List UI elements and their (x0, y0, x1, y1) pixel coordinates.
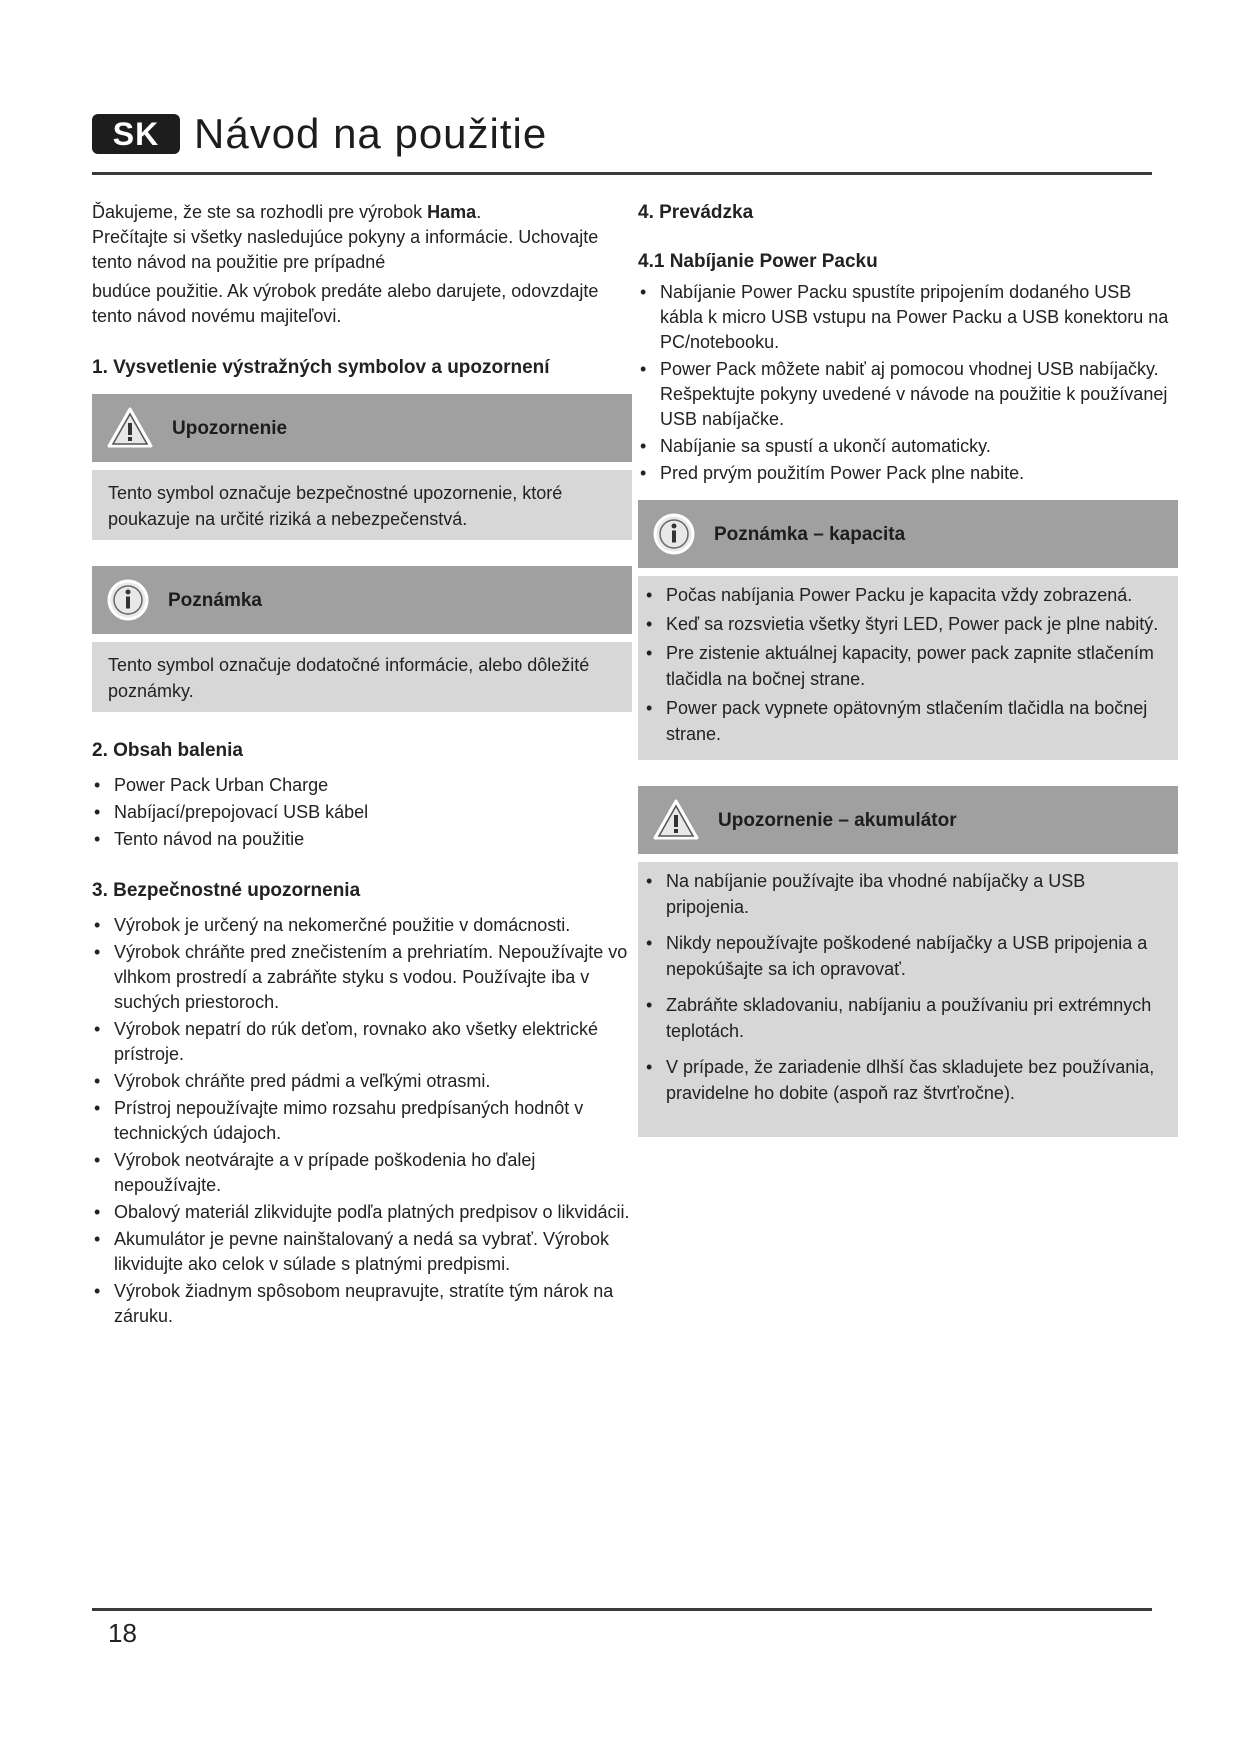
warning-box-text: Tento symbol označuje bezpečnostné upozornenie, ktoré poukazuje na určité riziká a nebezpečenstvá. (92, 470, 632, 540)
list-item: • Zabráňte skladovaniu, nabíjaniu a používaniu pri extrémnych teplotách. (644, 992, 1168, 1044)
warning-triangle-icon (106, 406, 154, 450)
info-icon (652, 512, 696, 556)
section-4-1-title: 4.1 Nabíjanie Power Packu (638, 251, 878, 272)
header-divider (92, 172, 1152, 175)
note-box-label: Poznámka (168, 589, 262, 611)
section-3-title: 3. Bezpečnostné upozornenia (92, 880, 361, 901)
list-item: • Nabíjanie sa spustí a ukončí automaticky. (638, 434, 1178, 459)
intro-line-2: Prečítajte si všetky nasledujúce pokyny a informácie. Uchovajte tento návod na použitie pre prípadné (92, 227, 599, 272)
intro-thanks-end: . (476, 202, 482, 222)
list-item: • Power pack vypnete opätovným stlačením tlačidla na bočnej strane. (644, 695, 1168, 747)
list-item: • Pre zistenie aktuálnej kapacity, power pack zapnite stlačením tlačidla na bočnej strane. (644, 640, 1168, 692)
section-2-title: 2. Obsah balenia (92, 740, 243, 761)
page-title: Návod na použitie (194, 110, 548, 157)
note-box-header (92, 566, 632, 634)
capacity-note-box (638, 500, 1178, 760)
footer-divider (92, 1608, 1152, 1611)
charging-list (638, 280, 1178, 486)
list-item: • Výrobok žiadnym spôsobom neupravujte, stratíte tým nárok na záruku. (92, 1279, 632, 1329)
intro-thanks-text: Ďakujeme, že ste sa rozhodli pre výrobok (92, 202, 428, 222)
list-item: • Výrobok neotvárajte a v prípade poškodenia ho ďalej nepoužívajte. (92, 1148, 632, 1198)
list-item: • Na nabíjanie používajte iba vhodné nabíjačky a USB pripojenia. (644, 868, 1168, 920)
left-column (92, 200, 632, 1331)
list-item: • Tento návod na použitie (92, 827, 632, 852)
capacity-box-body (638, 576, 1178, 760)
page-header (92, 104, 547, 164)
list-item: • Akumulátor je pevne nainštalovaný a nedá sa vybrať. Výrobok likvidujte ako celok v súlade s platnými predpismi. (92, 1227, 632, 1277)
battery-box-label: Upozornenie – akumulátor (718, 809, 957, 831)
list-item: • Keď sa rozsvietia všetky štyri LED, Power pack je plne nabitý. (644, 611, 1168, 637)
intro-thanks (92, 200, 632, 225)
info-icon (106, 578, 150, 622)
list-item: • Power Pack môžete nabiť aj pomocou vhodnej USB nabíjačky. Rešpektujte pokyny uvedené v návode na použitie k používanej USB nabíjačke. (638, 357, 1178, 432)
list-item: • Prístroj nepoužívajte mimo rozsahu predpísaných hodnôt v technických údajoch. (92, 1096, 632, 1146)
battery-warning-box (638, 786, 1178, 1137)
page-number: 18 (108, 1618, 137, 1648)
battery-box-body (638, 862, 1178, 1137)
safety-list (92, 913, 632, 1329)
brand-name: Hama (427, 202, 477, 222)
capacity-box-header (638, 500, 1178, 568)
list-item: • Výrobok je určený na nekomerčné použitie v domácnosti. (92, 913, 632, 938)
note-box-text: Tento symbol označuje dodatočné informácie, alebo dôležité poznámky. (92, 642, 632, 712)
warning-box-label: Upozornenie (172, 417, 288, 439)
list-item: • Nikdy nepoužívajte poškodené nabíjačky a USB pripojenia a nepokúšajte sa ich opravovať. (644, 930, 1168, 982)
list-item: • Výrobok nepatrí do rúk deťom, rovnako ako všetky elektrické prístroje. (92, 1017, 632, 1067)
list-item: • Nabíjanie Power Packu spustíte pripojením dodaného USB kábla k micro USB vstupu na Power Packu a USB konektoru na PC/notebooku. (638, 280, 1178, 355)
language-badge: SK (92, 114, 180, 154)
section-1-title: 1. Vysvetlenie výstražných symbolov a upozornení (92, 357, 550, 378)
warning-box (92, 394, 632, 540)
capacity-box-label: Poznámka – kapacita (714, 523, 906, 545)
section-4-title: 4. Prevádzka (638, 202, 754, 223)
list-item: • Výrobok chráňte pred znečistením a prehriatím. Nepoužívajte vo vlhkom prostredí a zabráňte styku s vodou. Používajte iba v suchých priestoroch. (92, 940, 632, 1015)
right-column (638, 200, 1178, 1137)
list-item: • Výrobok chráňte pred pádmi a veľkými otrasmi. (92, 1069, 632, 1094)
list-item: • Pred prvým použitím Power Pack plne nabite. (638, 461, 1178, 486)
note-box (92, 566, 632, 712)
package-contents-list (92, 773, 632, 852)
list-item: • V prípade, že zariadenie dlhší čas skladujete bez používania, pravidelne ho dobite (aspoň raz štvrťročne). (644, 1054, 1168, 1106)
battery-box-header (638, 786, 1178, 854)
list-item: • Obalový materiál zlikvidujte podľa platných predpisov o likvidácii. (92, 1200, 632, 1225)
list-item: • Power Pack Urban Charge (92, 773, 632, 798)
intro-line-3: budúce použitie. Ak výrobok predáte alebo darujete, odovzdajte tento návod novému majiteľovi. (92, 281, 599, 326)
list-item: • Počas nabíjania Power Packu je kapacita vždy zobrazená. (644, 582, 1168, 608)
list-item: • Nabíjací/prepojovací USB kábel (92, 800, 632, 825)
warning-box-header (92, 394, 632, 462)
warning-triangle-icon (652, 798, 700, 842)
